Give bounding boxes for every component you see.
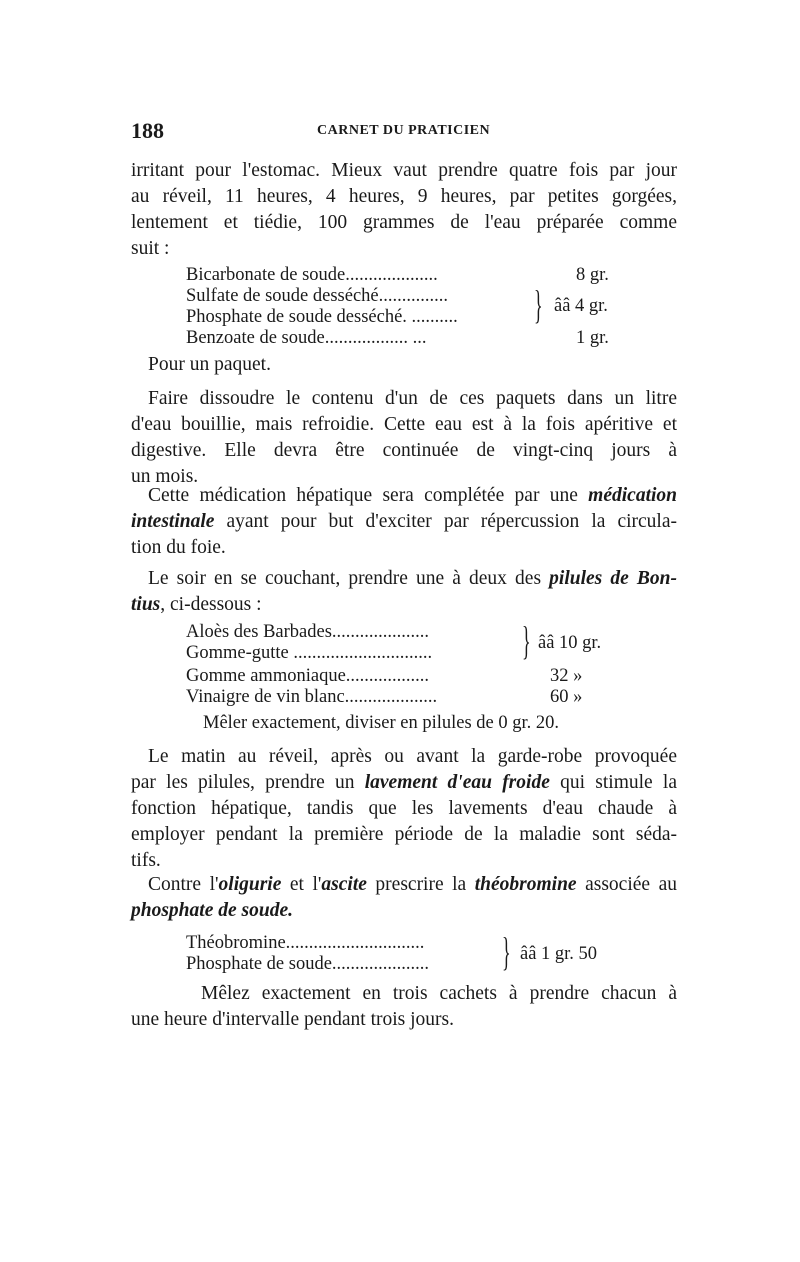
- text-run: qui stimule la: [549, 772, 678, 793]
- brace-symbol: }: [534, 282, 543, 327]
- text-line: Le matin au réveil, après ou avant la garde-robe provoquée: [148, 746, 677, 767]
- text-line: [131, 566, 677, 592]
- text-line: suit :: [131, 238, 170, 259]
- formula-ingredient: Aloès des Barbades.....................: [186, 622, 430, 642]
- italic-term: pilules de Bon-: [549, 568, 678, 589]
- formula-ingredient: Phosphate de soude desséché. ..........: [186, 307, 458, 327]
- paragraph-5: [131, 744, 677, 874]
- formula-dose: 32 »: [550, 666, 583, 686]
- formula-1-footer: [148, 352, 668, 378]
- text-line: Pour un paquet.: [148, 354, 271, 375]
- italic-term: oligurie: [218, 874, 282, 895]
- page-header: [131, 118, 681, 142]
- formula-ingredient: Vinaigre de vin blanc....................: [186, 687, 438, 707]
- text-line: irritant pour l'estomac. Mieux vaut prendre quatre fois par jour: [131, 160, 677, 181]
- paragraph-2: [131, 386, 677, 490]
- running-title: CARNET DU PRATICIEN: [317, 123, 491, 138]
- formula-3: [186, 929, 646, 977]
- brace-symbol: }: [522, 618, 531, 663]
- italic-term: lavement d'eau froide: [364, 772, 550, 793]
- italic-term: ascite: [321, 874, 367, 895]
- text-line: Mêler exactement, diviser en pilules de 0 gr. 20.: [203, 713, 560, 733]
- text-run: Le soir en se couchant, prendre une à deux des: [148, 568, 550, 589]
- formula-ingredient: Sulfate de soude desséché...............: [186, 286, 449, 306]
- paragraph-1: [131, 158, 677, 262]
- text-run: ayant pour but d'exciter par répercussion la circula-: [214, 511, 677, 532]
- formula-dose: 8 gr.: [576, 265, 609, 285]
- formula-2-footer: [203, 710, 663, 736]
- formula-ingredient: Gomme-gutte ..............................: [186, 643, 433, 663]
- formula-ingredient: Bicarbonate de soude....................: [186, 265, 438, 285]
- text-line: [131, 509, 677, 535]
- text-line: employer pendant la première période de la maladie sont séda-: [131, 824, 677, 845]
- text-line: une heure d'intervalle pendant trois jours.: [131, 1009, 454, 1030]
- formula-dose: 60 »: [550, 687, 583, 707]
- text-run: associée au: [576, 874, 677, 895]
- text-run: , ci-dessous :: [160, 594, 262, 615]
- text-run: Contre l': [148, 874, 219, 895]
- text-line: un mois.: [131, 466, 199, 487]
- text-line: [131, 898, 677, 924]
- text-run: prescrire la: [366, 874, 475, 895]
- formula-ingredient: Phosphate de soude.....................: [186, 954, 430, 974]
- italic-term: tius: [131, 594, 161, 615]
- formula-ingredient: Benzoate de soude.................. ...: [186, 328, 427, 348]
- paragraph-7: [131, 981, 677, 1033]
- formula-brace-dose: ââ 4 gr.: [554, 296, 608, 316]
- brace-symbol: }: [502, 929, 511, 974]
- text-line: digestive. Elle devra être continuée de vingt-cinq jours à: [131, 440, 677, 461]
- text-line: [131, 592, 677, 618]
- formula-ingredient: Théobromine..............................: [186, 933, 425, 953]
- text-line: [131, 483, 677, 509]
- text-line: au réveil, 11 heures, 4 heures, 9 heures, par petites gorgées,: [131, 186, 677, 207]
- italic-term: intestinale: [131, 511, 215, 532]
- text-run: par les pilules, prendre un: [131, 772, 365, 793]
- text-line: fonction hépatique, tandis que les lavements d'eau chaude à: [131, 798, 677, 819]
- italic-term: médication: [588, 485, 677, 506]
- page-number: 188: [131, 118, 164, 143]
- text-line: [131, 770, 677, 796]
- paragraph-3: [131, 483, 677, 561]
- formula-ingredient: Gomme ammoniaque..................: [186, 666, 430, 686]
- text-run: Cette médication hépatique sera complétée par une: [148, 485, 589, 506]
- text-line: lentement et tiédie, 100 grammes de l'eau préparée comme: [131, 212, 677, 233]
- text-line: tion du foie.: [131, 537, 226, 558]
- italic-term: phosphate de soude.: [131, 900, 293, 921]
- paragraph-4: [131, 566, 677, 618]
- formula-brace-dose: ââ 1 gr. 50: [520, 944, 598, 964]
- formula-2: [186, 618, 646, 712]
- text-run: et l': [281, 874, 322, 895]
- text-line: Mêlez exactement en trois cachets à prendre chacun à: [201, 983, 677, 1004]
- formula-brace-dose: ââ 10 gr.: [538, 633, 602, 653]
- italic-term: théobromine: [474, 874, 577, 895]
- text-line: tifs.: [131, 850, 161, 871]
- text-line: Faire dissoudre le contenu d'un de ces paquets dans un litre: [148, 388, 677, 409]
- formula-dose: 1 gr.: [576, 328, 609, 348]
- text-line: d'eau bouillie, mais refroidie. Cette eau est à la fois apéritive et: [131, 414, 677, 435]
- text-line: [131, 872, 677, 898]
- formula-1: [186, 265, 646, 355]
- paragraph-6: [131, 872, 677, 924]
